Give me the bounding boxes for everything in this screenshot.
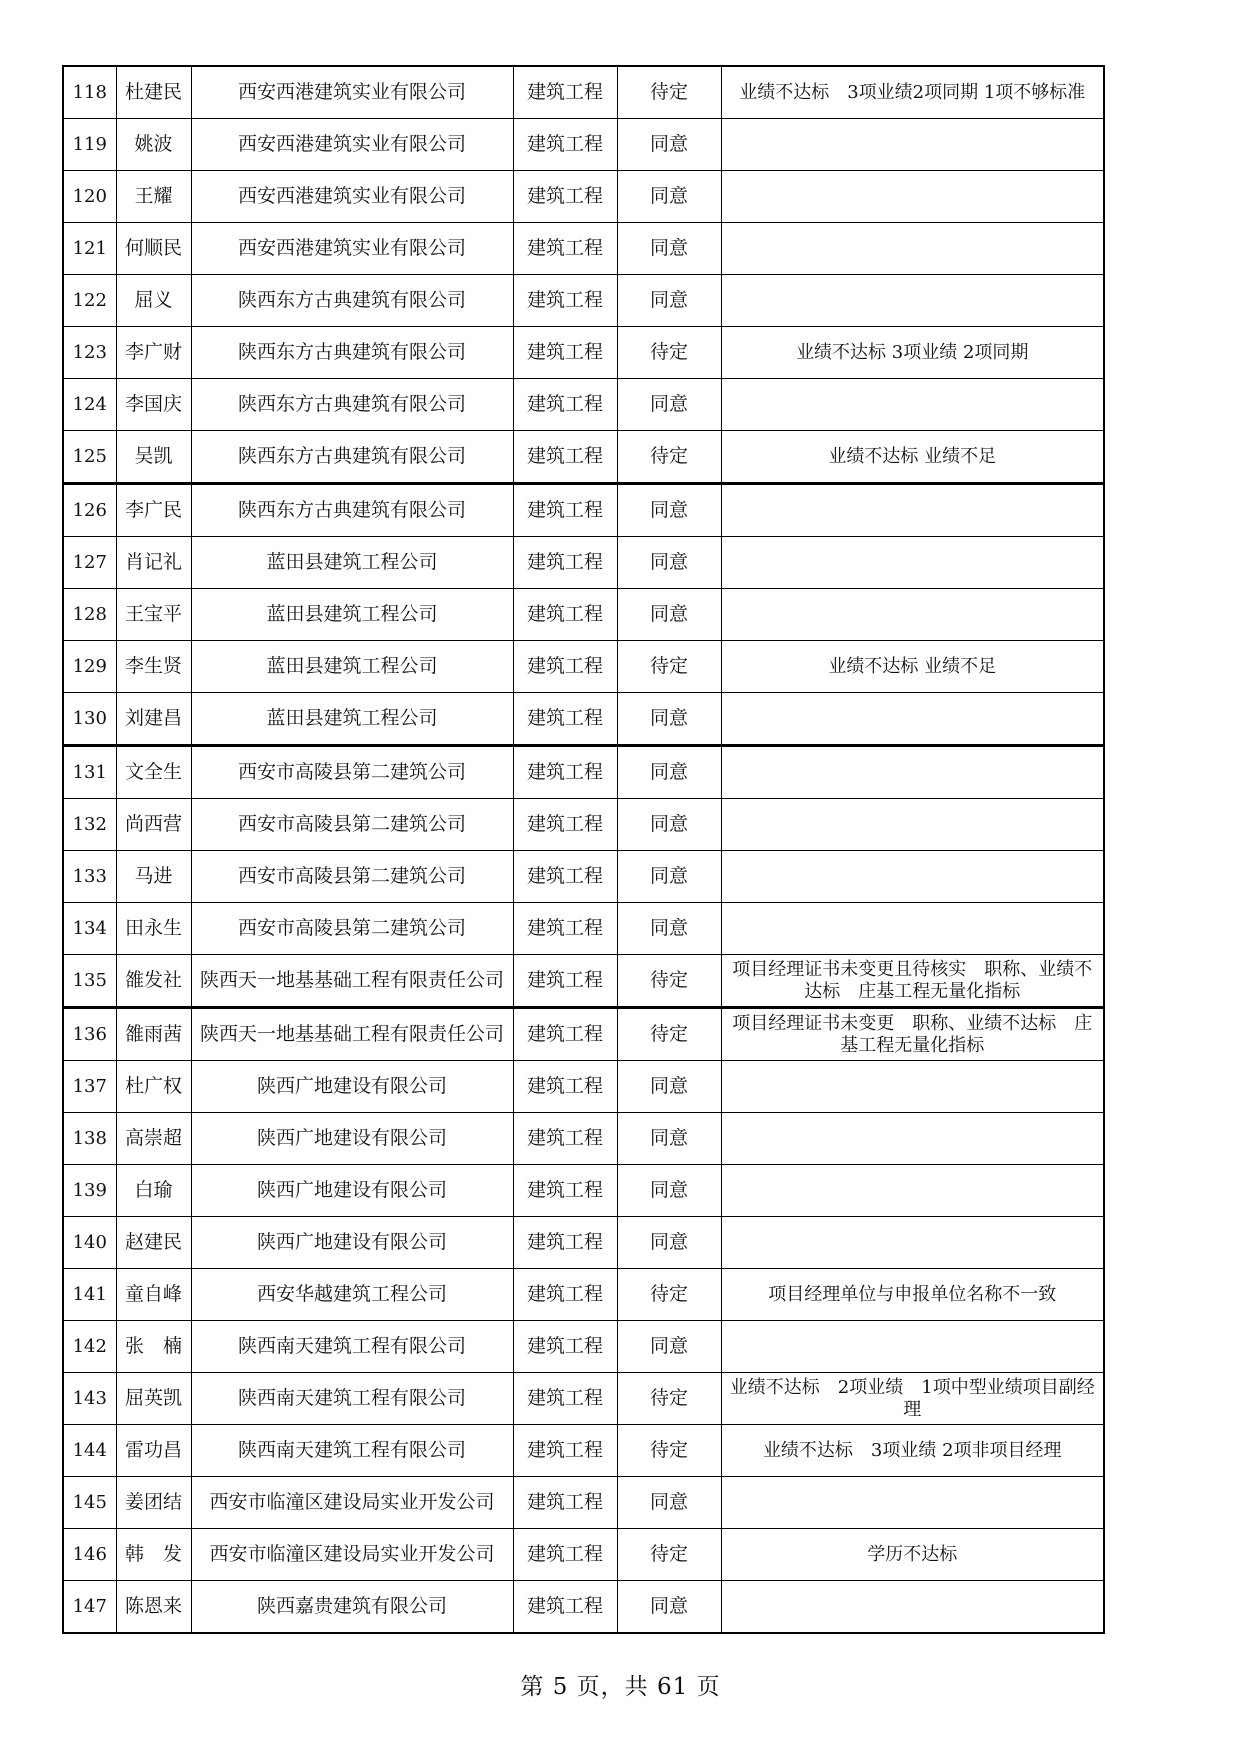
table-row xyxy=(63,641,1104,693)
review-result: 待定 xyxy=(617,1008,721,1061)
company-name: 陕西广地建设有限公司 xyxy=(191,1217,513,1269)
applicant-name: 刘建昌 xyxy=(116,693,191,746)
review-note: 业绩不达标 2项业绩 1项中型业绩项目副经理 xyxy=(721,1373,1104,1425)
review-result: 同意 xyxy=(617,589,721,641)
applicant-name: 王耀 xyxy=(116,171,191,223)
table-row xyxy=(63,1269,1104,1321)
row-number: 124 xyxy=(63,379,116,431)
row-number: 120 xyxy=(63,171,116,223)
table-row xyxy=(63,275,1104,327)
company-name: 西安市临潼区建设局实业开发公司 xyxy=(191,1477,513,1529)
review-note xyxy=(721,1113,1104,1165)
company-name: 西安华越建筑工程公司 xyxy=(191,1269,513,1321)
company-name: 陕西东方古典建筑有限公司 xyxy=(191,275,513,327)
specialty: 建筑工程 xyxy=(513,1008,617,1061)
specialty: 建筑工程 xyxy=(513,1373,617,1425)
row-number: 126 xyxy=(63,484,116,537)
company-name: 西安市高陵县第二建筑公司 xyxy=(191,799,513,851)
company-name: 陕西广地建设有限公司 xyxy=(191,1061,513,1113)
review-note xyxy=(721,903,1104,955)
review-result: 待定 xyxy=(617,1269,721,1321)
specialty: 建筑工程 xyxy=(513,66,617,119)
specialty: 建筑工程 xyxy=(513,799,617,851)
company-name: 西安市高陵县第二建筑公司 xyxy=(191,746,513,799)
row-number: 146 xyxy=(63,1529,116,1581)
company-name: 西安西港建筑实业有限公司 xyxy=(191,171,513,223)
company-name: 陕西广地建设有限公司 xyxy=(191,1113,513,1165)
review-note xyxy=(721,223,1104,275)
company-name: 蓝田县建筑工程公司 xyxy=(191,589,513,641)
table-row xyxy=(63,799,1104,851)
review-note xyxy=(721,693,1104,746)
table-row xyxy=(63,66,1104,119)
company-name: 陕西东方古典建筑有限公司 xyxy=(191,379,513,431)
specialty: 建筑工程 xyxy=(513,223,617,275)
specialty: 建筑工程 xyxy=(513,119,617,171)
applicant-name: 姚波 xyxy=(116,119,191,171)
specialty: 建筑工程 xyxy=(513,955,617,1008)
specialty: 建筑工程 xyxy=(513,641,617,693)
row-number: 141 xyxy=(63,1269,116,1321)
review-result: 同意 xyxy=(617,903,721,955)
row-number: 143 xyxy=(63,1373,116,1425)
applicant-name: 马进 xyxy=(116,851,191,903)
row-number: 137 xyxy=(63,1061,116,1113)
applicant-name: 李国庆 xyxy=(116,379,191,431)
specialty: 建筑工程 xyxy=(513,903,617,955)
row-number: 127 xyxy=(63,537,116,589)
applicant-name: 雒发社 xyxy=(116,955,191,1008)
company-name: 陕西南天建筑工程有限公司 xyxy=(191,1425,513,1477)
table-row xyxy=(63,1425,1104,1477)
applicant-name: 李生贤 xyxy=(116,641,191,693)
review-note: 项目经理证书未变更且待核实 职称、业绩不达标 庄基工程无量化指标 xyxy=(721,955,1104,1008)
table-row xyxy=(63,379,1104,431)
review-result: 同意 xyxy=(617,851,721,903)
review-result: 待定 xyxy=(617,1373,721,1425)
review-note xyxy=(721,119,1104,171)
row-number: 123 xyxy=(63,327,116,379)
review-table xyxy=(62,65,1105,1634)
applicant-name: 杜广权 xyxy=(116,1061,191,1113)
review-note xyxy=(721,1581,1104,1634)
applicant-name: 李广民 xyxy=(116,484,191,537)
specialty: 建筑工程 xyxy=(513,171,617,223)
applicant-name: 田永生 xyxy=(116,903,191,955)
review-result: 同意 xyxy=(617,746,721,799)
review-result: 同意 xyxy=(617,275,721,327)
table-row xyxy=(63,537,1104,589)
specialty: 建筑工程 xyxy=(513,589,617,641)
company-name: 西安西港建筑实业有限公司 xyxy=(191,66,513,119)
company-name: 陕西南天建筑工程有限公司 xyxy=(191,1373,513,1425)
company-name: 蓝田县建筑工程公司 xyxy=(191,641,513,693)
review-note xyxy=(721,799,1104,851)
specialty: 建筑工程 xyxy=(513,851,617,903)
applicant-name: 李广财 xyxy=(116,327,191,379)
specialty: 建筑工程 xyxy=(513,537,617,589)
review-note xyxy=(721,484,1104,537)
row-number: 132 xyxy=(63,799,116,851)
row-number: 138 xyxy=(63,1113,116,1165)
table-row xyxy=(63,1373,1104,1425)
specialty: 建筑工程 xyxy=(513,484,617,537)
applicant-name: 白瑜 xyxy=(116,1165,191,1217)
table-row xyxy=(63,1113,1104,1165)
row-number: 119 xyxy=(63,119,116,171)
table-row xyxy=(63,1217,1104,1269)
review-note: 业绩不达标 业绩不足 xyxy=(721,641,1104,693)
review-note xyxy=(721,1217,1104,1269)
row-number: 147 xyxy=(63,1581,116,1634)
row-number: 125 xyxy=(63,431,116,484)
table-row xyxy=(63,1061,1104,1113)
table-row xyxy=(63,746,1104,799)
row-number: 133 xyxy=(63,851,116,903)
company-name: 西安市临潼区建设局实业开发公司 xyxy=(191,1529,513,1581)
table-row xyxy=(63,1477,1104,1529)
row-number: 130 xyxy=(63,693,116,746)
specialty: 建筑工程 xyxy=(513,1061,617,1113)
specialty: 建筑工程 xyxy=(513,379,617,431)
applicant-name: 雒雨茜 xyxy=(116,1008,191,1061)
table-row xyxy=(63,431,1104,484)
row-number: 134 xyxy=(63,903,116,955)
review-result: 同意 xyxy=(617,537,721,589)
applicant-name: 赵建民 xyxy=(116,1217,191,1269)
review-result: 同意 xyxy=(617,1581,721,1634)
company-name: 西安西港建筑实业有限公司 xyxy=(191,119,513,171)
review-note xyxy=(721,589,1104,641)
row-number: 144 xyxy=(63,1425,116,1477)
specialty: 建筑工程 xyxy=(513,1529,617,1581)
review-note xyxy=(721,851,1104,903)
review-result: 待定 xyxy=(617,641,721,693)
review-note xyxy=(721,275,1104,327)
applicant-name: 张 楠 xyxy=(116,1321,191,1373)
specialty: 建筑工程 xyxy=(513,327,617,379)
company-name: 陕西天一地基基础工程有限责任公司 xyxy=(191,955,513,1008)
applicant-name: 文全生 xyxy=(116,746,191,799)
review-note: 项目经理单位与申报单位名称不一致 xyxy=(721,1269,1104,1321)
review-result: 同意 xyxy=(617,119,721,171)
applicant-name: 韩 发 xyxy=(116,1529,191,1581)
review-result: 待定 xyxy=(617,1529,721,1581)
company-name: 西安市高陵县第二建筑公司 xyxy=(191,903,513,955)
review-result: 同意 xyxy=(617,1321,721,1373)
table-row xyxy=(63,1165,1104,1217)
company-name: 陕西嘉贵建筑有限公司 xyxy=(191,1581,513,1634)
row-number: 129 xyxy=(63,641,116,693)
review-result: 同意 xyxy=(617,223,721,275)
table-row xyxy=(63,851,1104,903)
review-note: 业绩不达标 3项业绩 2项非项目经理 xyxy=(721,1425,1104,1477)
applicant-name: 童自峰 xyxy=(116,1269,191,1321)
row-number: 135 xyxy=(63,955,116,1008)
company-name: 陕西东方古典建筑有限公司 xyxy=(191,431,513,484)
review-note xyxy=(721,1321,1104,1373)
row-number: 136 xyxy=(63,1008,116,1061)
table-row xyxy=(63,1321,1104,1373)
row-number: 118 xyxy=(63,66,116,119)
specialty: 建筑工程 xyxy=(513,746,617,799)
review-result: 同意 xyxy=(617,1061,721,1113)
company-name: 西安西港建筑实业有限公司 xyxy=(191,223,513,275)
review-result: 同意 xyxy=(617,693,721,746)
row-number: 139 xyxy=(63,1165,116,1217)
row-number: 121 xyxy=(63,223,116,275)
review-result: 待定 xyxy=(617,327,721,379)
specialty: 建筑工程 xyxy=(513,1321,617,1373)
specialty: 建筑工程 xyxy=(513,1113,617,1165)
review-note xyxy=(721,171,1104,223)
table-row xyxy=(63,903,1104,955)
review-note xyxy=(721,379,1104,431)
table-row xyxy=(63,171,1104,223)
specialty: 建筑工程 xyxy=(513,1477,617,1529)
table-row xyxy=(63,1529,1104,1581)
review-note xyxy=(721,1061,1104,1113)
review-result: 同意 xyxy=(617,171,721,223)
review-note: 项目经理证书未变更 职称、业绩不达标 庄基工程无量化指标 xyxy=(721,1008,1104,1061)
specialty: 建筑工程 xyxy=(513,1425,617,1477)
table-row xyxy=(63,327,1104,379)
company-name: 蓝田县建筑工程公司 xyxy=(191,537,513,589)
company-name: 陕西南天建筑工程有限公司 xyxy=(191,1321,513,1373)
review-result: 同意 xyxy=(617,799,721,851)
specialty: 建筑工程 xyxy=(513,1217,617,1269)
specialty: 建筑工程 xyxy=(513,1165,617,1217)
table-row xyxy=(63,1008,1104,1061)
review-note: 业绩不达标 3项业绩 2项同期 xyxy=(721,327,1104,379)
row-number: 142 xyxy=(63,1321,116,1373)
review-note: 业绩不达标 3项业绩2项同期 1项不够标准 xyxy=(721,66,1104,119)
row-number: 145 xyxy=(63,1477,116,1529)
review-result: 同意 xyxy=(617,1165,721,1217)
page-footer: 第 5 页，共 61 页 xyxy=(520,1674,721,1700)
table-row xyxy=(63,223,1104,275)
review-note: 学历不达标 xyxy=(721,1529,1104,1581)
applicant-name: 尚西营 xyxy=(116,799,191,851)
row-number: 128 xyxy=(63,589,116,641)
row-number: 131 xyxy=(63,746,116,799)
applicant-name: 王宝平 xyxy=(116,589,191,641)
review-result: 待定 xyxy=(617,955,721,1008)
specialty: 建筑工程 xyxy=(513,693,617,746)
review-result: 同意 xyxy=(617,1477,721,1529)
specialty: 建筑工程 xyxy=(513,275,617,327)
specialty: 建筑工程 xyxy=(513,1581,617,1634)
review-result: 待定 xyxy=(617,66,721,119)
row-number: 122 xyxy=(63,275,116,327)
table-row xyxy=(63,119,1104,171)
company-name: 西安市高陵县第二建筑公司 xyxy=(191,851,513,903)
review-result: 待定 xyxy=(617,431,721,484)
applicant-name: 屈义 xyxy=(116,275,191,327)
row-number: 140 xyxy=(63,1217,116,1269)
table-row xyxy=(63,589,1104,641)
specialty: 建筑工程 xyxy=(513,1269,617,1321)
applicant-name: 何顺民 xyxy=(116,223,191,275)
review-result: 同意 xyxy=(617,379,721,431)
applicant-name: 吴凯 xyxy=(116,431,191,484)
review-result: 同意 xyxy=(617,484,721,537)
review-note xyxy=(721,1477,1104,1529)
applicant-name: 杜建民 xyxy=(116,66,191,119)
review-result: 待定 xyxy=(617,1425,721,1477)
review-result: 同意 xyxy=(617,1113,721,1165)
table-row xyxy=(63,693,1104,746)
applicant-name: 屈英凯 xyxy=(116,1373,191,1425)
review-note xyxy=(721,746,1104,799)
table-row xyxy=(63,484,1104,537)
company-name: 陕西广地建设有限公司 xyxy=(191,1165,513,1217)
table-row xyxy=(63,955,1104,1008)
review-note xyxy=(721,537,1104,589)
applicant-name: 高崇超 xyxy=(116,1113,191,1165)
company-name: 陕西东方古典建筑有限公司 xyxy=(191,484,513,537)
applicant-name: 雷功昌 xyxy=(116,1425,191,1477)
company-name: 陕西天一地基基础工程有限责任公司 xyxy=(191,1008,513,1061)
company-name: 蓝田县建筑工程公司 xyxy=(191,693,513,746)
table-row xyxy=(63,1581,1104,1634)
review-note xyxy=(721,1165,1104,1217)
applicant-name: 姜团结 xyxy=(116,1477,191,1529)
review-note: 业绩不达标 业绩不足 xyxy=(721,431,1104,484)
review-result: 同意 xyxy=(617,1217,721,1269)
company-name: 陕西东方古典建筑有限公司 xyxy=(191,327,513,379)
applicant-name: 陈恩来 xyxy=(116,1581,191,1634)
specialty: 建筑工程 xyxy=(513,431,617,484)
applicant-name: 肖记礼 xyxy=(116,537,191,589)
